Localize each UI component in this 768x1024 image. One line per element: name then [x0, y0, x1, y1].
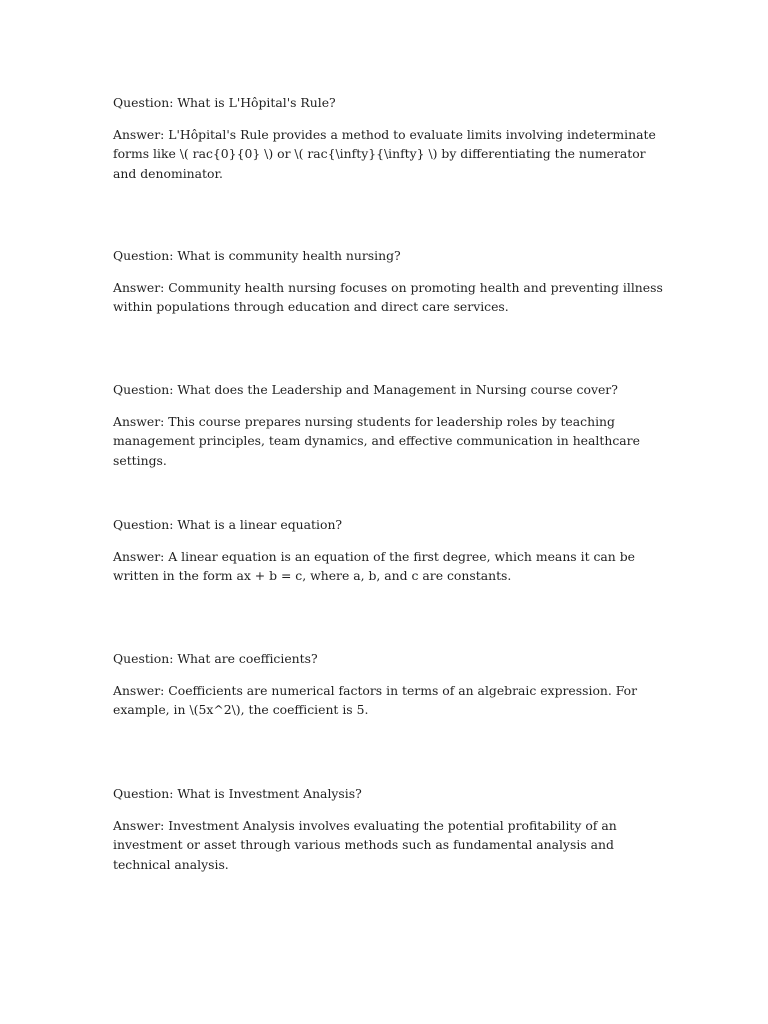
- question-text: Question: What does the Leadership and Management in Nursing course cover?: [113, 382, 618, 397]
- answer-text: Answer: This course prepares nursing students for leadership roles by teaching management principles, team dynamics, and effective communication in healthcare settings.: [113, 413, 640, 468]
- answer-text: Answer: Community health nursing focuses on promoting health and preventing illness within populations through education and direct care services.: [113, 279, 663, 315]
- question-text: Question: What are coefficients?: [113, 651, 318, 666]
- qa-block-linear-equation: [113, 515, 668, 586]
- qa-block-community-health: [113, 246, 668, 317]
- question-text: Question: What is community health nursing?: [113, 248, 401, 263]
- question-text: Question: What is L'Hôpital's Rule?: [113, 95, 336, 110]
- answer-text: Answer: A linear equation is an equation of the first degree, which means it can be written in the form ax + b = c, where a, b, and c are constants.: [113, 548, 635, 584]
- question-text: Question: What is a linear equation?: [113, 517, 343, 532]
- answer-text: Answer: Coefficients are numerical factors in terms of an algebraic expression. For example, in \(5x^2\), the coefficient is 5.: [113, 682, 638, 718]
- answer-text: Answer: Investment Analysis involves evaluating the potential profitability of an investment or asset through various methods such as fundamental analysis and technical analysis.: [113, 817, 617, 872]
- qa-block-coefficients: [113, 649, 668, 720]
- qa-block-lhopital: [113, 93, 668, 183]
- question-text: Question: What is Investment Analysis?: [113, 786, 362, 801]
- qa-block-leadership: [113, 380, 668, 470]
- qa-block-investment: [113, 784, 668, 874]
- answer-text: Answer: L'Hôpital's Rule provides a method to evaluate limits involving indeterminate forms like \( rac{0}{0} \) or \( rac{\infty}{\infty} \) by differentiating the numerator and denominator.: [113, 126, 656, 181]
